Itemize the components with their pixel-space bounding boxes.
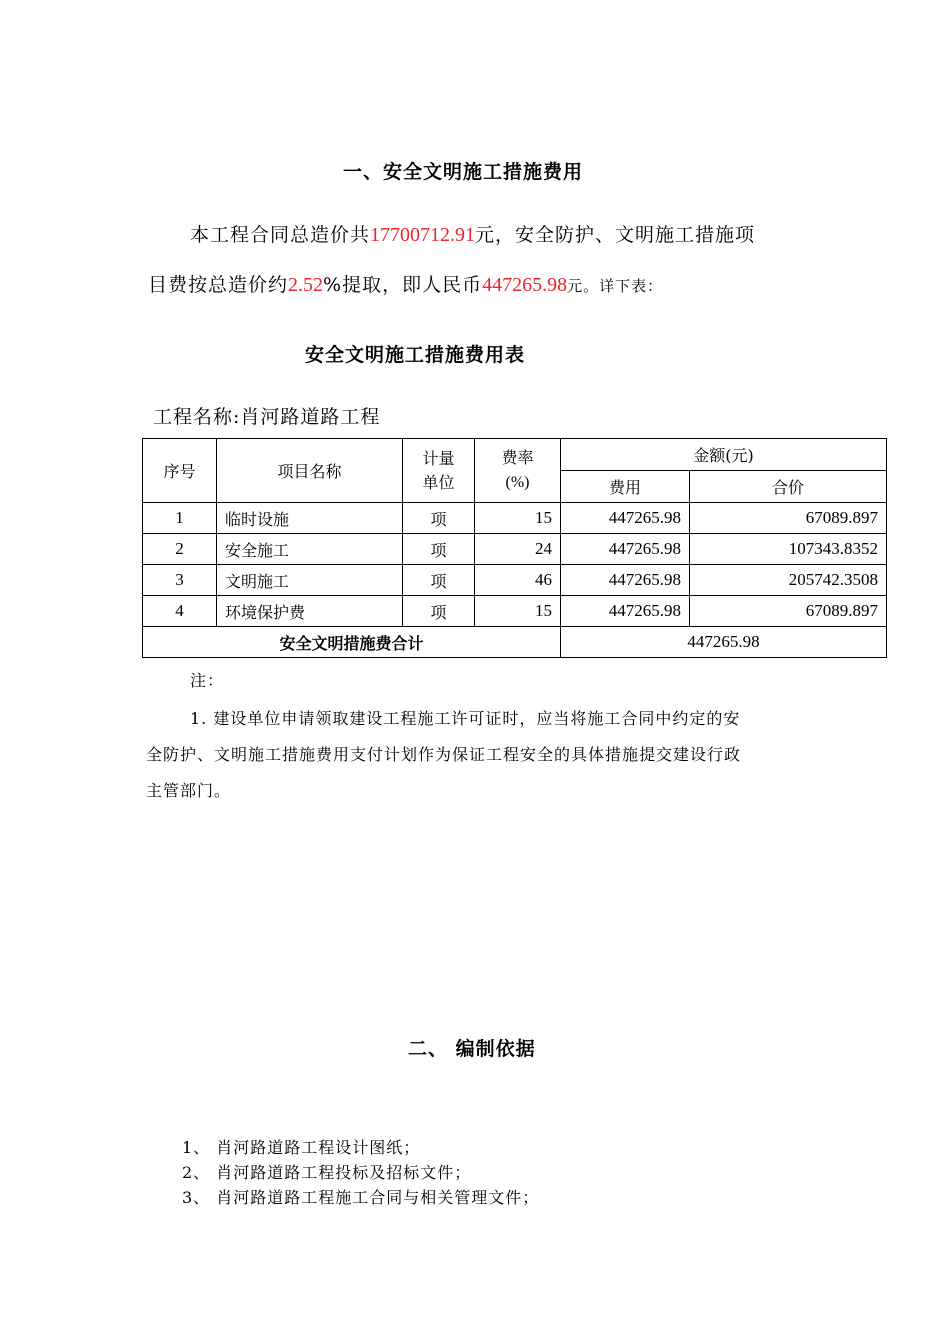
list-item: 2、 肖河路道路工程投标及招标文件； [182, 1163, 472, 1182]
table-row [143, 596, 887, 627]
note-line: 1. 建设单位申请领取建设工程施工许可证时，应当将施工合同中约定的安 [190, 709, 741, 728]
list-item: 3、 肖河路道路工程施工合同与相关管理文件； [182, 1188, 540, 1207]
row-seq: 1 [143, 503, 217, 534]
row-subtotal: 67089.897 [690, 503, 887, 534]
table-title: 安全文明施工措施费用表 [305, 344, 526, 366]
paragraph-text: 元。 [567, 277, 600, 295]
section1-heading: 一、安全文明施工措施费用 [343, 161, 584, 183]
row-seq: 4 [143, 596, 217, 627]
paragraph-line-2 [148, 270, 663, 297]
paragraph-text: 详下表： [599, 277, 664, 295]
row-fee: 447265.98 [561, 534, 690, 565]
paragraph-text: %提取，即人民币 [323, 274, 483, 296]
note-line: 主管部门。 [146, 781, 232, 800]
row-subtotal: 107343.8352 [690, 534, 887, 565]
row-seq: 2 [143, 534, 217, 565]
header-subtotal: 合价 [690, 471, 887, 503]
row-unit: 项 [403, 534, 475, 565]
table-row [143, 565, 887, 596]
row-rate: 15 [475, 596, 561, 627]
header-unit-line2: 单位 [422, 472, 455, 492]
header-seq: 序号 [143, 439, 217, 503]
paragraph-line-1 [190, 220, 755, 247]
header-unit-line1: 计量 [422, 448, 455, 468]
header-rate-line2: (%) [505, 474, 530, 491]
header-rate [475, 439, 561, 503]
paragraph-text: 本工程合同总造价共 [190, 224, 371, 246]
row-fee: 447265.98 [561, 503, 690, 534]
row-rate: 46 [475, 565, 561, 596]
row-name: 临时设施 [217, 503, 403, 534]
row-name: 环境保护费 [217, 596, 403, 627]
header-item: 项目名称 [217, 439, 403, 503]
rate-value: 2.52 [288, 274, 324, 296]
row-seq: 3 [143, 565, 217, 596]
total-label: 安全文明措施费合计 [143, 627, 561, 658]
header-amount: 金额(元) [561, 439, 887, 471]
row-unit: 项 [403, 596, 475, 627]
table-total-row [143, 627, 887, 658]
row-name: 文明施工 [217, 565, 403, 596]
project-name: 工程名称:肖河路道路工程 [153, 406, 381, 428]
row-subtotal: 67089.897 [690, 596, 887, 627]
row-unit: 项 [403, 565, 475, 596]
section2-heading: 二、 编制依据 [408, 1038, 536, 1060]
fee-table [142, 438, 887, 658]
row-rate: 15 [475, 503, 561, 534]
row-fee: 447265.98 [561, 596, 690, 627]
header-rate-line1: 费率 [501, 448, 534, 467]
table-row [143, 534, 887, 565]
row-rate: 24 [475, 534, 561, 565]
header-fee: 费用 [561, 471, 690, 503]
row-fee: 447265.98 [561, 565, 690, 596]
row-name: 安全施工 [217, 534, 403, 565]
notes-label: 注： [190, 671, 225, 690]
header-unit [403, 439, 475, 503]
list-item: 1、 肖河路道路工程设计图纸； [182, 1138, 421, 1157]
row-subtotal: 205742.3508 [690, 565, 887, 596]
total-value: 447265.98 [561, 627, 887, 658]
paragraph-text: 目费按总造价约 [148, 274, 289, 296]
table-header-row [143, 439, 887, 471]
total-cost-value: 17700712.91 [370, 224, 476, 246]
amount-value: 447265.98 [482, 274, 568, 296]
paragraph-text: 元，安全防护、文明施工措施项 [475, 224, 756, 246]
row-unit: 项 [403, 503, 475, 534]
note-line: 全防护、文明施工措施费用支付计划作为保证工程安全的具体措施提交建设行政 [146, 745, 742, 764]
table-row [143, 503, 887, 534]
